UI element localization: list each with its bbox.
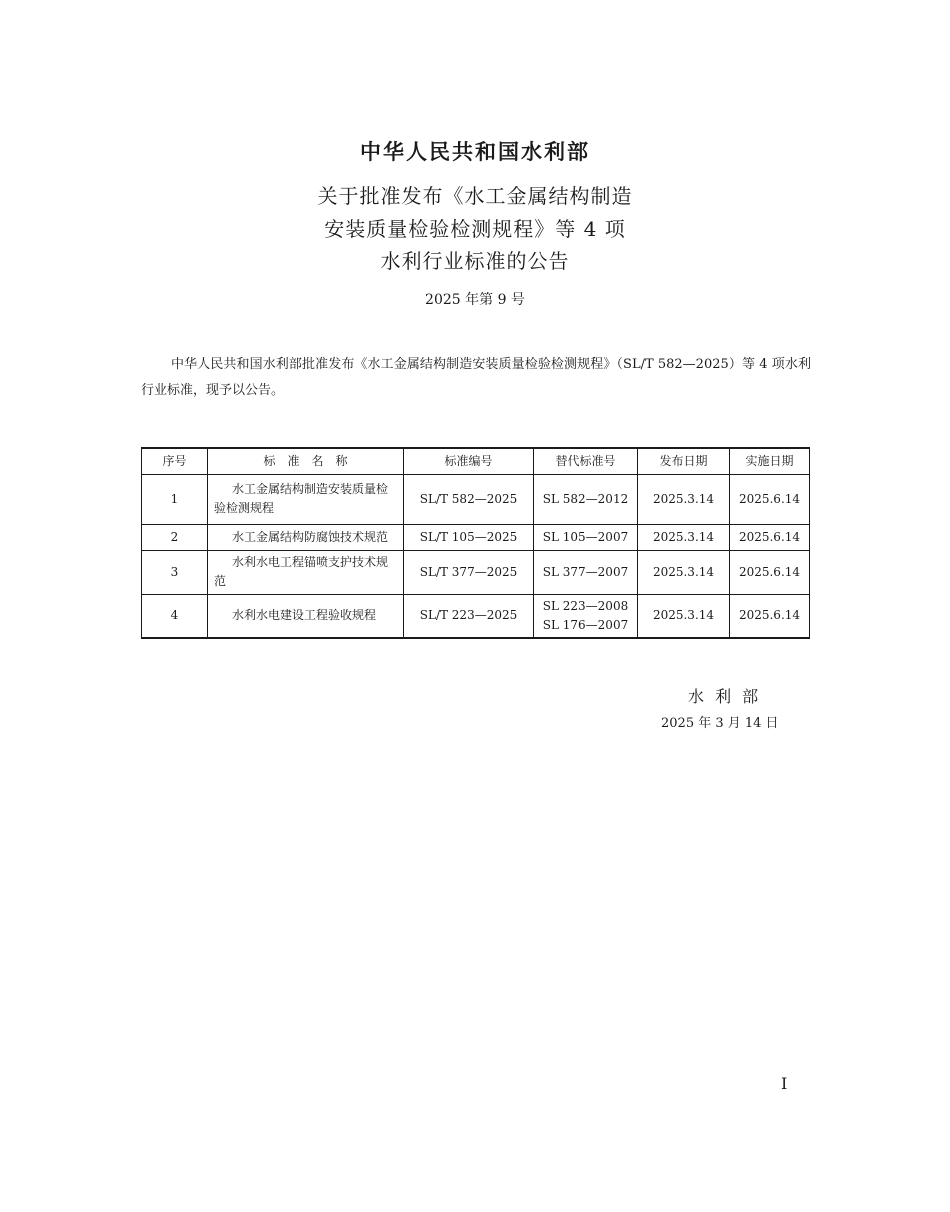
cell-replaces	[534, 594, 638, 638]
issuing-organization: 中华人民共和国水利部	[360, 139, 590, 164]
replaced-standard: SL 582—2012	[542, 491, 629, 506]
cell-no: 3	[142, 550, 208, 594]
column-header-code: 标准编号	[404, 448, 534, 474]
announcement-number: 2025 年第 9 号	[425, 292, 525, 308]
column-header-effective: 实施日期	[730, 448, 810, 474]
cell-code: SL/T 377—2025	[404, 550, 534, 594]
replaced-standard: SL 223—2008	[542, 598, 629, 613]
cell-name: 水利水电工程锚喷支护技术规范	[208, 550, 404, 594]
issuer-signature: 水 利 部	[688, 687, 762, 706]
table-row	[142, 524, 810, 550]
cell-published: 2025.3.14	[638, 524, 730, 550]
table-row	[142, 474, 810, 524]
cell-effective: 2025.6.14	[730, 594, 810, 638]
cell-published: 2025.3.14	[638, 550, 730, 594]
cell-code: SL/T 223—2025	[404, 594, 534, 638]
replaced-standard: SL 377—2007	[542, 564, 629, 579]
cell-code: SL/T 582—2025	[404, 474, 534, 524]
announcement-title-line-1: 关于批准发布《水工金属结构制造	[317, 184, 633, 208]
column-header-name: 标 准 名 称	[208, 448, 404, 474]
standards-table	[141, 447, 810, 639]
announcement-title-line-3: 水利行业标准的公告	[380, 249, 570, 273]
issue-date: 2025 年 3 月 14 日	[661, 716, 779, 731]
cell-effective: 2025.6.14	[730, 524, 810, 550]
cell-published: 2025.3.14	[638, 594, 730, 638]
cell-replaces	[534, 550, 638, 594]
page-number: I	[781, 1074, 788, 1093]
cell-no: 2	[142, 524, 208, 550]
replaced-standard: SL 176—2007	[542, 617, 629, 632]
table-header-row	[142, 448, 810, 474]
cell-published: 2025.3.14	[638, 474, 730, 524]
column-header-no: 序号	[142, 448, 208, 474]
cell-name: 水工金属结构制造安装质量检验检测规程	[208, 474, 404, 524]
cell-name: 水利水电建设工程验收规程	[208, 594, 404, 638]
table-row	[142, 594, 810, 638]
replaced-standard: SL 105—2007	[542, 529, 629, 544]
cell-no: 1	[142, 474, 208, 524]
cell-effective: 2025.6.14	[730, 474, 810, 524]
cell-replaces	[534, 524, 638, 550]
announcement-title-line-2: 安装质量检验检测规程》等 4 项	[324, 217, 626, 241]
table-row	[142, 550, 810, 594]
cell-replaces	[534, 474, 638, 524]
cell-name: 水工金属结构防腐蚀技术规范	[208, 524, 404, 550]
cell-no: 4	[142, 594, 208, 638]
column-header-published: 发布日期	[638, 448, 730, 474]
announcement-body: 中华人民共和国水利部批准发布《水工金属结构制造安装质量检验检测规程》（SL/T 582—2025）等 4 项水利行业标准，现予以公告。	[141, 357, 811, 398]
cell-code: SL/T 105—2025	[404, 524, 534, 550]
column-header-replaces: 替代标准号	[534, 448, 638, 474]
cell-effective: 2025.6.14	[730, 550, 810, 594]
